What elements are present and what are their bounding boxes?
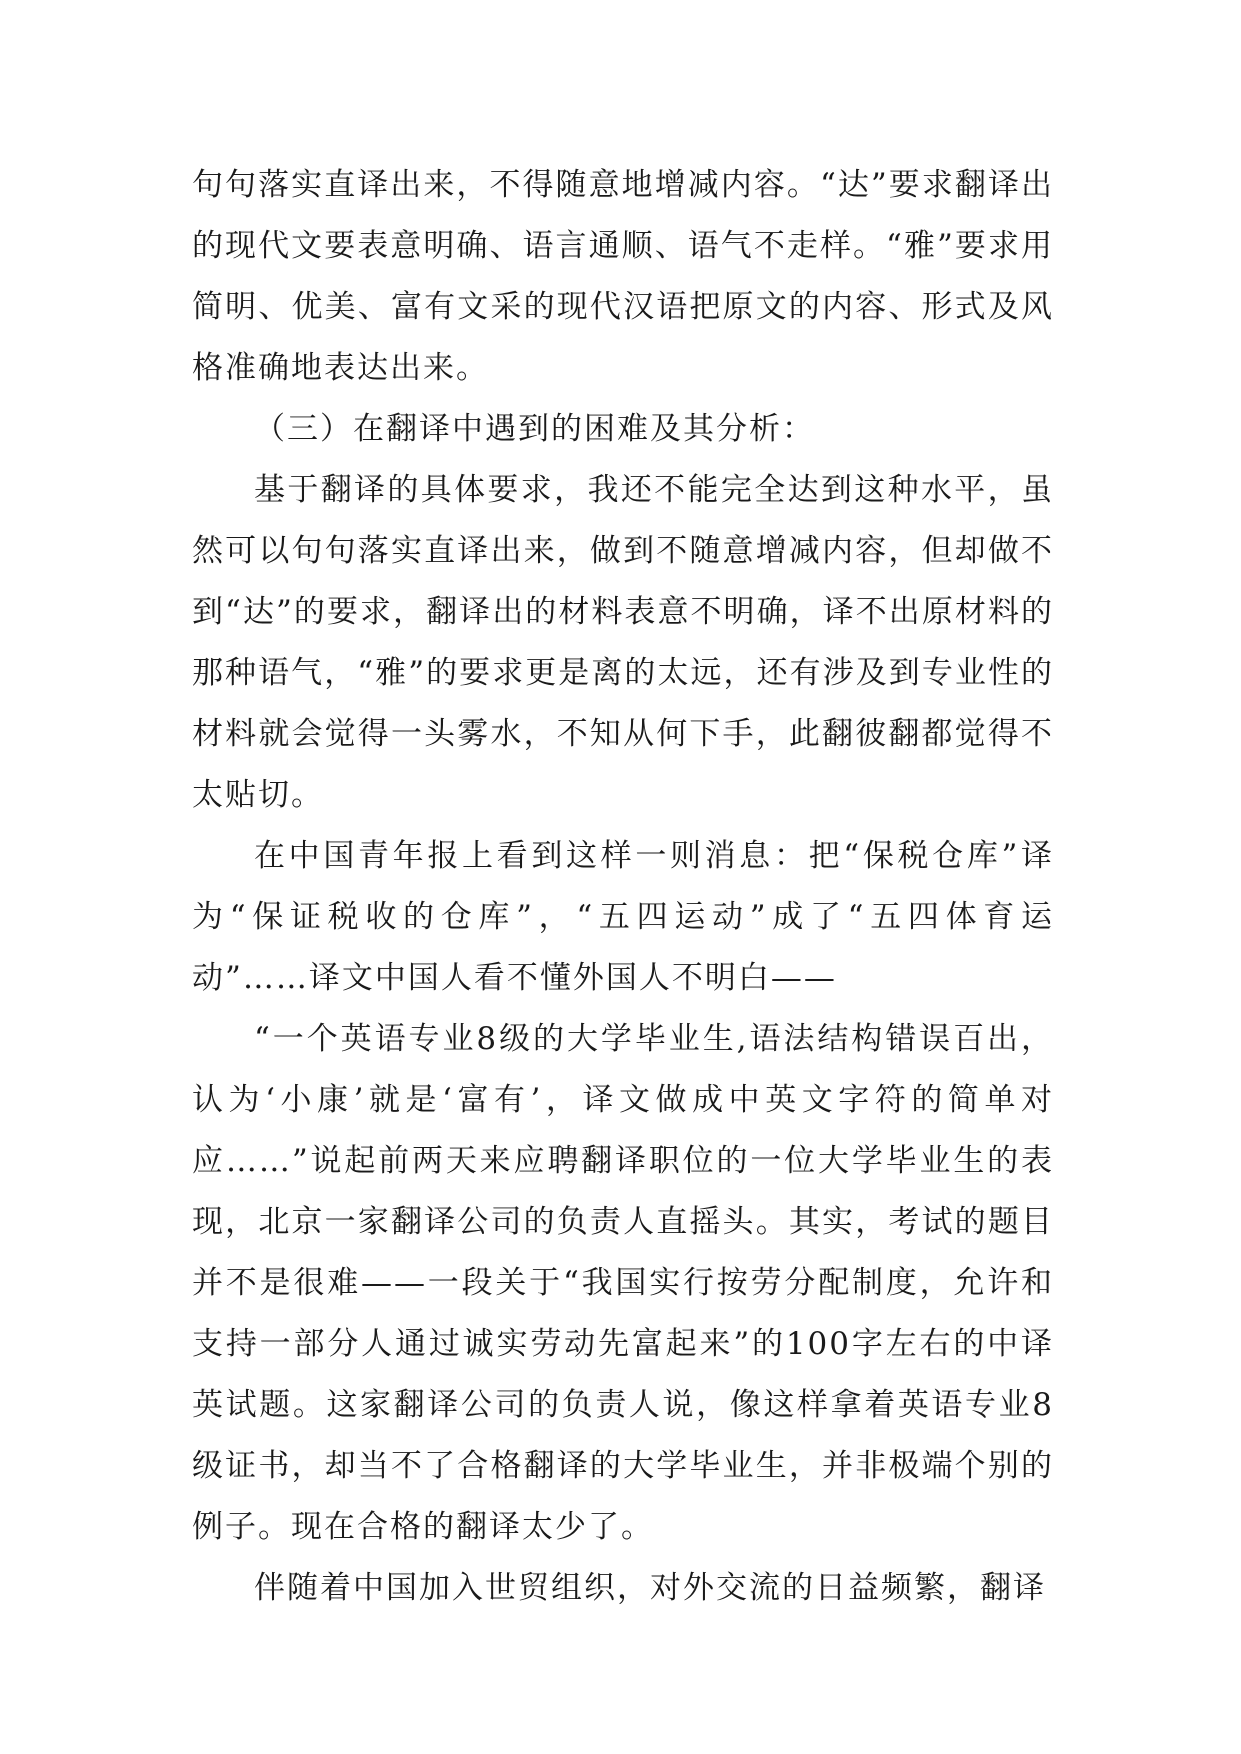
paragraph: 基于翻译的具体要求，我还不能完全达到这种水平，虽然可以句句落实直译出来，做到不随意增减内容，但却做不到“达”的要求，翻译出的材料表意不明确，译不出原材料的那种语气，“雅”的要求更是离的太远，还有涉及到专业性的材料就会觉得一头雾水，不知从何下手，此翻彼翻都觉得不太贴切。 — [192, 472, 1054, 813]
paragraph: “一个英语专业8级的大学毕业生,语法结构错误百出，认为‘小康’就是‘富有’，译文做成中英文字符的简单对应……”说起前两天来应聘翻译职位的一位大学毕业生的表现，北京一家翻译公司的负责人直摇头。其实，考试的题目并不是很难——一段关于“我国实行按劳分配制度，允许和支持一部分人通过诚实劳动先富起来”的100字左右的中译英试题。这家翻译公司的负责人说，像这样拿着英语专业8级证书，却当不了合格翻译的大学毕业生，并非极端个别的例子。现在合格的翻译太少了。 — [192, 1021, 1054, 1545]
paragraph: 在中国青年报上看到这样一则消息：把“保税仓库”译为“保证税收的仓库”，“五四运动”成了“五四体育运动”……译文中国人看不懂外国人不明白—— — [192, 838, 1054, 996]
document-body — [192, 155, 1054, 1619]
paragraph-continued: 句句落实直译出来，不得随意地增减内容。“达”要求翻译出的现代文要表意明确、语言通顺、语气不走样。“雅”要求用简明、优美、富有文采的现代汉语把原文的内容、形式及风格准确地表达出来。 — [192, 167, 1054, 386]
section-heading: （三）在翻译中遇到的困难及其分析： — [254, 411, 815, 447]
paragraph: 伴随着中国加入世贸组织，对外交流的日益频繁，翻译 — [254, 1570, 1046, 1606]
